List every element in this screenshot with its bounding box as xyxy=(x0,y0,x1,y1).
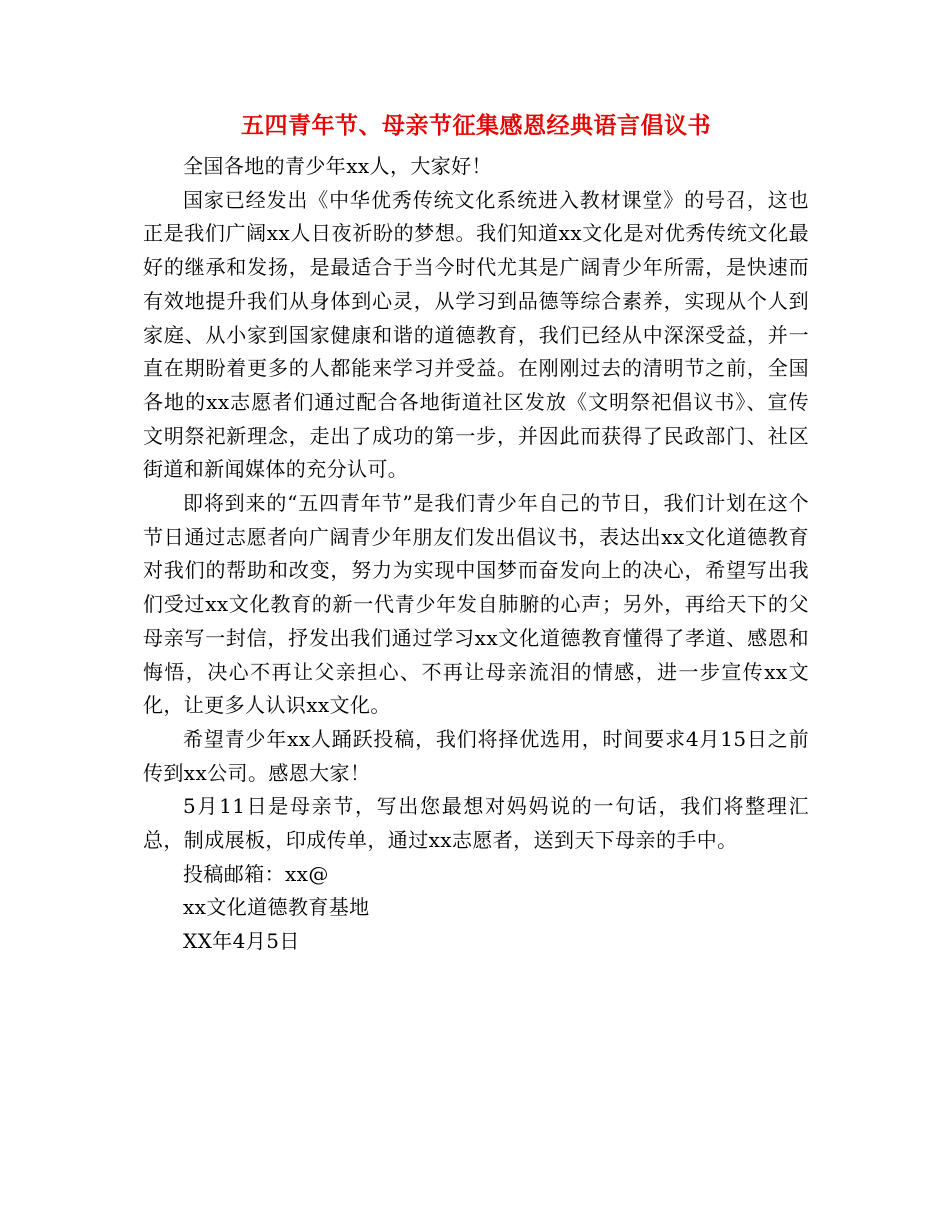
document-title: 五四青年节、母亲节征集感恩经典语言倡议书 xyxy=(241,112,711,139)
organization: xx文化道德教育基地 xyxy=(183,895,370,920)
paragraph-3: 希望青少年xx人踊跃投稿，我们将择优选用，时间要求4月15日之前传到xx公司。感恩大家！ xyxy=(143,726,809,785)
greeting: 全国各地的青少年xx人，大家好！ xyxy=(183,154,492,178)
paragraph-4: 5月11日是母亲节，写出您最想对妈妈说的一句话，我们将整理汇总，制成展板，印成传单，通过xx志愿者，送到天下母亲的手中。 xyxy=(143,794,809,853)
date: XX年4月5日 xyxy=(183,929,300,954)
paragraph-2: 即将到来的“五四青年节”是我们青少年自己的节日，我们计划在这个节日通过志愿者向广阔青少年朋友们发出倡议书，表达出xx文化道德教育对我们的帮助和改变，努力为实现中国梦而奋发向上的决心，希望写出我们受过xx文化教育的新一代青少年发自肺腑的心声；另外，再给天下的父母亲写一封信，抒发出我们通过学习xx文化道德教育懂得了孝道、感恩和悔悟，决心不再让父亲担心、不再让母亲流泪的情感，进一步宣传xx文化，让更多人认识xx文化。 xyxy=(143,491,809,718)
paragraph-1: 国家已经发出《中华优秀传统文化系统进入教材课堂》的号召，这也正是我们广阔xx人日夜祈盼的梦想。我们知道xx文化是对优秀传统文化最好的继承和发扬，是最适合于当今时代尤其是广阔青少年所需，是快速而有效地提升我们从身体到心灵，从学习到品德等综合素养，实现从个人到家庭、从小家到国家健康和谐的道德教育，我们已经从中深深受益，并一直在期盼着更多的人都能来学习并受益。在刚刚过去的清明节之前，全国各地的xx志愿者们通过配合各地街道社区发放《文明祭祀倡议书》、宣传文明祭祀新理念，走出了成功的第一步，并因此而获得了民政部门、社区街道和新闻媒体的充分认可。 xyxy=(143,187,809,482)
document-page xyxy=(143,108,809,959)
email-line: 投稿邮箱：xx@ xyxy=(183,861,329,886)
